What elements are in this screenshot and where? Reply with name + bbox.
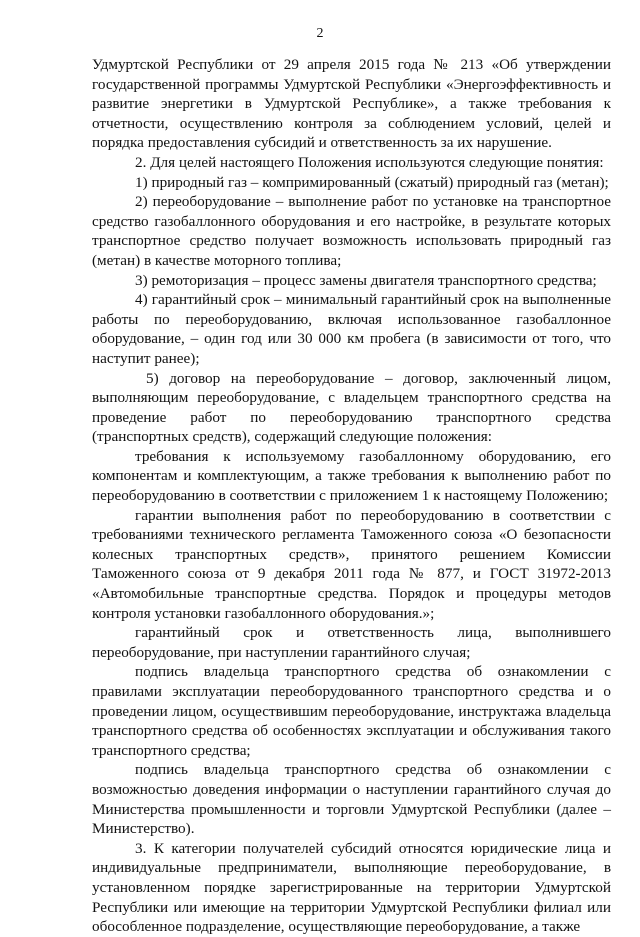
paragraph-intro-continuation: Удмуртской Республики от 29 апреля 2015 года № 213 «Об утверждении государственной программы Удмуртской Республики «Энергоэффективность и развитие энергетики в Удмуртской Республике», а также требования к отчетности, осуществлению контроля за соблюдением условий, целей и порядка предоставления субсидий и ответственность за их нарушение. (92, 56, 611, 152)
paragraph-contract-equipment-requirements: требования к используемому газобаллонному оборудованию, его компонентам и комплектующим, а также требования к выполнению работ по переоборудованию в соответствии с приложением 1 к настоящему Положению; (92, 447, 611, 505)
paragraph-contract-owner-signature-notice: подпись владельца транспортного средства об ознакомлении с возможностью доведения информации о наступлении гарантийного случая до Министерства промышленности и торговли Удмуртской Республики (далее – Министерство). (92, 761, 611, 838)
paragraph-contract-owner-signature-rules: подпись владельца транспортного средства об ознакомлении с правилами эксплуатации переоборудованного транспортного средства и о проведении лицом, осуществившим переоборудование, инструктажа владельца транспортного средства об особенностях эксплуатации и обслуживания такого транспортного средства; (92, 663, 611, 759)
paragraph-definition-natural-gas: 1) природный газ – компримированный (сжатый) природный газ (метан); (135, 173, 609, 191)
paragraph-contract-guarantees: гарантии выполнения работ по переоборудованию в соответствии с требованиями технического регламента Таможенного союза «О безопасности колесных транспортных средств», принятого решением Комиссии Таможенного союза от 9 декабря 2011 года № 877, и ГОСТ 31972-2013 «Автомобильные транспортные средства. Порядок и процедуры методов контроля установки газобаллонного оборудования.»; (92, 506, 611, 622)
paragraph-definition-remotorization: 3) ремоторизация – процесс замены двигателя транспортного средства; (135, 271, 597, 289)
paragraph-recipients-category: 3. К категории получателей субсидий относятся юридические лица и индивидуальные предприниматели, выполняющие переоборудование, в установленном порядке зарегистрированные на территории Удмуртской Республики или имеющие на территории Удмуртской Республики филиал или обособленное подразделение, осуществляющие переоборудование, а также (92, 839, 611, 936)
paragraph-definition-conversion: 2) переоборудование – выполнение работ по установке на транспортное средство газобаллонного оборудования и его настройке, в результате которых транспортное средство получает возможность использовать природный газ (метан) в качестве моторного топлива; (92, 193, 611, 269)
paragraph-definition-contract: 5) договор на переоборудование – договор, заключенный лицом, выполняющим переоборудование, с владельцем транспортного средства на проведение работ по переоборудованию транспортного средства (транспортных средств), содержащий следующие положения: (92, 369, 611, 446)
document-body (92, 55, 611, 937)
paragraph-definitions-intro: 2. Для целей настоящего Положения используются следующие понятия: (135, 153, 604, 171)
page-number: 2 (316, 26, 324, 41)
paragraph-contract-warranty-liability: гарантийный срок и ответственность лица, выполнившего переоборудование, при наступлении гарантийного случая; (92, 624, 611, 661)
paragraph-definition-warranty: 4) гарантийный срок – минимальный гарантийный срок на выполненные работы по переоборудованию, включая использованное газобаллонное оборудование, – один год или 30 000 км пробега (в зависимости от того, что наступит ранее); (92, 291, 611, 367)
